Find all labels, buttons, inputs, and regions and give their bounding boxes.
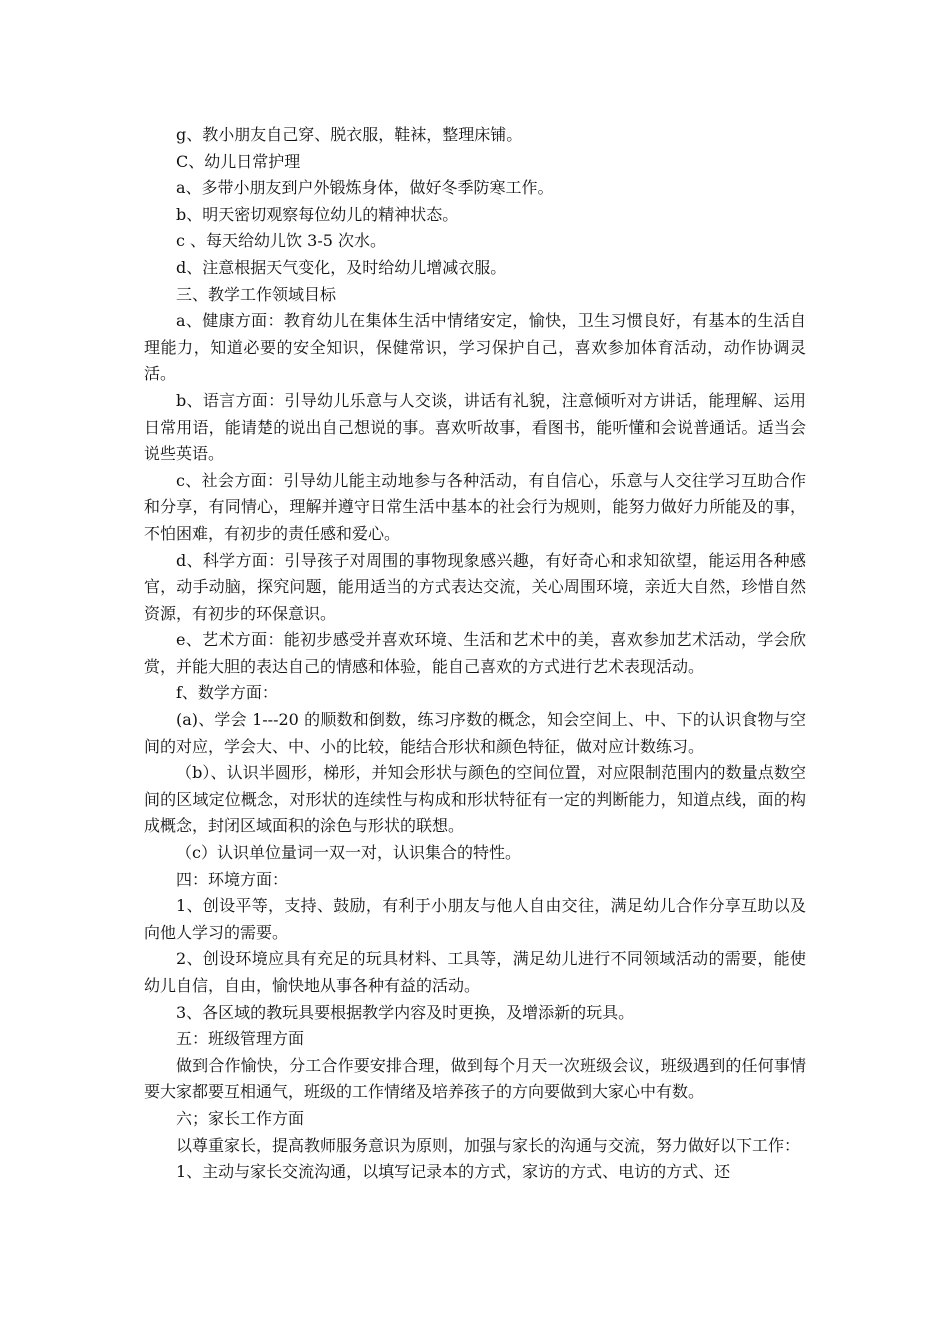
section-heading: f、数学方面：: [176, 683, 278, 703]
paragraph: c 、每天给幼儿饮 3-5 次水。: [176, 231, 386, 251]
paragraph: g、教小朋友自己穿、脱衣服，鞋袜，整理床铺。: [176, 125, 523, 144]
paragraph: 做到合作愉快，分工合作要安排合理，做到每个月天一次班级会议，班级遇到的任何事情要大家都要互相通气，班级的工作情绪及培养孩子的方向要做到大家心中有数。: [144, 1055, 806, 1102]
paragraph: b、语言方面：引导幼儿乐意与人交谈，讲话有礼貌，注意倾听对方讲话，能理解、运用日常用语，能请楚的说出自己想说的事。喜欢听故事，看图书，能听懂和会说普通话。适当会说些英语。: [144, 390, 806, 464]
paragraph: a、健康方面：教育幼儿在集体生活中情绪安定，愉快，卫生习惯良好，有基本的生活自理能力，知道必要的安全知识，保健常识，学习保护自己，喜欢参加体育活动，动作协调灵活。: [144, 311, 806, 384]
paragraph: 2、创设环境应具有充足的玩具材料、工具等，满足幼儿进行不同领域活动的需要，能使幼儿自信，自由，愉快地从事各种有益的活动。: [144, 949, 806, 995]
document-body: [144, 122, 806, 1186]
paragraph: （c）认识单位量词一双一对，认识集合的特性。: [176, 843, 521, 863]
paragraph: d、注意根据天气变化，及时给幼儿增减衣服。: [176, 257, 507, 277]
section-heading: 四：环境方面：: [176, 869, 289, 889]
section-heading: 五：班级管理方面: [176, 1029, 305, 1049]
paragraph: c、社会方面：引导幼儿能主动地参与各种活动，有自信心，乐意与人交往学习互助合作和分享，有同情心，理解并遵守日常生活中基本的社会行为规则，能努力做好力所能及的事，不怕困难，有初步的责任感和爱心。: [144, 470, 806, 543]
paragraph: b、明天密切观察每位幼儿的精神状态。: [176, 204, 459, 224]
paragraph: （b）、认识半圆形，梯形，并知会形状与颜色的空间位置，对应限制范围内的数量点数空间的区域定位概念，对形状的连续性与构成和形状特征有一定的判断能力，知道点线，面的构成概念，封闭区域面积的涂色与形状的联想。: [144, 763, 806, 836]
paragraph: 以尊重家长，提高教师服务意识为原则，加强与家长的沟通与交流，努力做好以下工作：: [176, 1135, 801, 1155]
paragraph: 1、主动与家长交流沟通，以填写记录本的方式，家访的方式、电访的方式、还: [176, 1162, 731, 1182]
paragraph: 3、各区域的教玩具要根据教学内容及时更换，及增添新的玩具。: [176, 1002, 635, 1022]
section-heading: 六；家长工作方面: [176, 1108, 305, 1128]
paragraph: a、多带小朋友到户外锻炼身体，做好冬季防寒工作。: [176, 178, 554, 198]
section-heading: C、幼儿日常护理: [176, 151, 301, 171]
section-heading: 三、教学工作领域目标: [176, 284, 337, 304]
paragraph: e、艺术方面：能初步感受并喜欢环境、生活和艺术中的美，喜欢参加艺术活动，学会欣赏，并能大胆的表达自己的情感和体验，能自己喜欢的方式进行艺术表现活动。: [144, 630, 806, 676]
paragraph: d、科学方面：引导孩子对周围的事物现象感兴趣，有好奇心和求知欲望，能运用各种感官，动手动脑，探究问题，能用适当的方式表达交流，关心周围环境，亲近大自然，珍惜自然资源，有初步的环保意识。: [144, 550, 806, 623]
paragraph: 1、创设平等，支持、鼓励，有利于小朋友与他人自由交往，满足幼儿合作分享互助以及向他人学习的需要。: [144, 896, 806, 942]
paragraph: (a)、学会 1---20 的顺数和倒数，练习序数的概念，知会空间上、中、下的认识食物与空间的对应，学会大、中、小的比较，能结合形状和颜色特征，做对应计数练习。: [144, 710, 806, 756]
